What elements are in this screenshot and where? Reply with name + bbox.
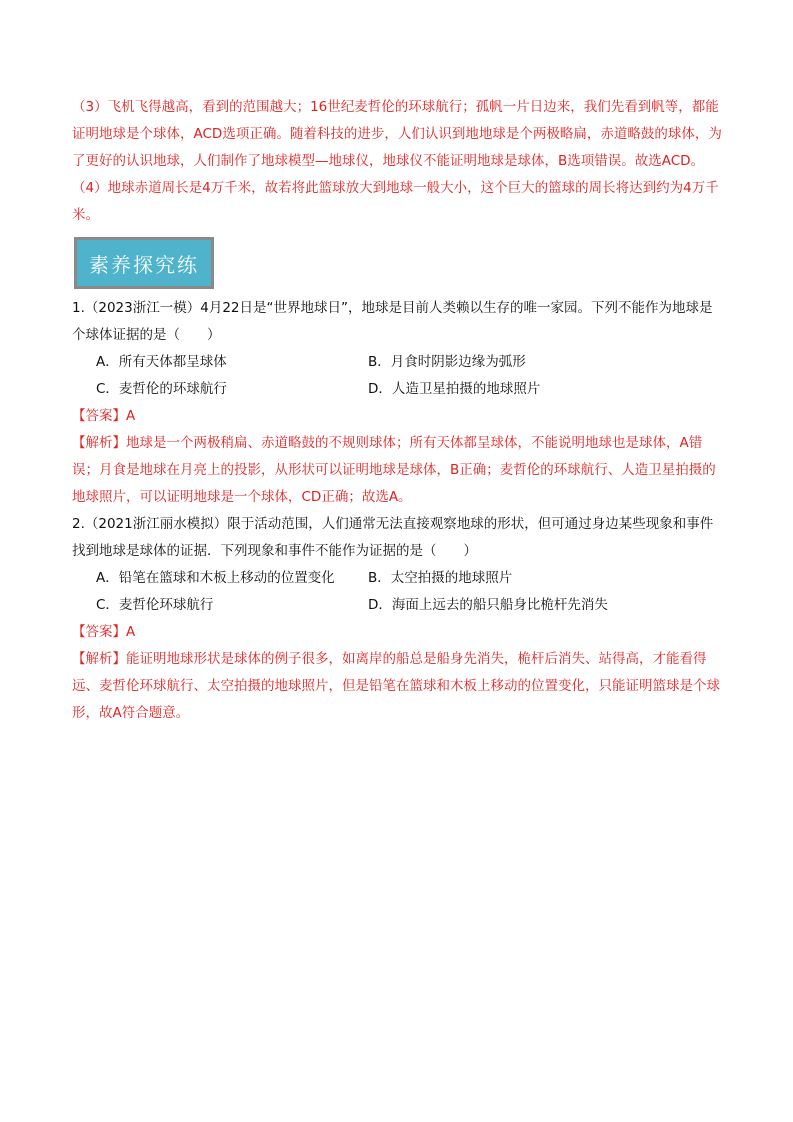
answer-tag: 【答案】 bbox=[72, 624, 126, 640]
question-1-options bbox=[96, 349, 724, 403]
question-1-option-b: B．月食时阴影边缘为弧形 bbox=[368, 354, 526, 370]
question-2-options bbox=[96, 565, 724, 619]
analysis-text: 地球是一个两极稍扁、赤道略鼓的不规则球体；所有天体都呈球体，不能说明地球也是球体，A错误；月食是地球在月亮上的投影，从形状可以证明地球是球体，B正确；麦哲伦的环球航行、人造卫星拍摄的地球照片，可以证明地球是一个球体，CD正确；故选A。 bbox=[72, 435, 716, 505]
question-2-option-d: D．海面上远去的船只船身比桅杆先消失 bbox=[368, 597, 608, 613]
question-1-answer bbox=[72, 403, 724, 430]
question-2-analysis bbox=[72, 646, 724, 727]
question-1-analysis bbox=[72, 430, 724, 511]
question-2-option-a: A．铅笔在篮球和木板上移动的位置变化 bbox=[96, 570, 335, 586]
previous-answer-part-4: （4）地球赤道周长是4万千米，故若将此篮球放大到地球一般大小，这个巨大的篮球的周长将达到约为4万千米。 bbox=[72, 180, 719, 223]
page-content bbox=[72, 94, 724, 727]
question-2-option-b: B．太空拍摄的地球照片 bbox=[368, 570, 513, 586]
previous-answer-part-3: （3）飞机飞得越高，看到的范围越大；16世纪麦哲伦的环球航行；孤帆一片日边来，我们先看到帆等，都能证明地球是个球体，ACD选项正确。随着科技的进步，人们认识到地地球是个两极略扁，赤道略鼓的球体，为了更好的认识地球，人们制作了地球模型—地球仪，地球仪不能证明地球是球体，B选项错误。故选ACD。 bbox=[72, 99, 722, 169]
section-banner bbox=[74, 237, 214, 289]
analysis-tag: 【解析】 bbox=[72, 651, 126, 667]
analysis-text: 能证明地球形状是球体的例子很多，如离岸的船总是船身先消失，桅杆后消失、站得高，才能看得远、麦哲伦环球航行、太空拍摄的地球照片，但是铅笔在篮球和木板上移动的位置变化，只能证明篮球是个球形，故A符合题意。 bbox=[72, 651, 720, 721]
question-1-option-d: D．人造卫星拍摄的地球照片 bbox=[368, 381, 541, 397]
question-1-option-a: A．所有天体都呈球体 bbox=[96, 354, 227, 370]
question-1-stem: 1.（2023浙江一模）4月22日是“世界地球日”，地球是目前人类赖以生存的唯一家园。下列不能作为地球是个球体证据的是（ ） bbox=[72, 300, 713, 343]
question-2-stem: 2.（2021浙江丽水模拟）限于活动范围，人们通常无法直接观察地球的形状，但可通过身边某些现象和事件找到地球是球体的证据．下列现象和事件不能作为证据的是（ ） bbox=[72, 516, 714, 559]
question-1-option-c: C．麦哲伦的环球航行 bbox=[96, 381, 227, 397]
question-2-answer bbox=[72, 619, 724, 646]
analysis-tag: 【解析】 bbox=[72, 435, 126, 451]
answer-value: A bbox=[126, 408, 136, 424]
section-banner-label: 素养探究练 bbox=[89, 252, 199, 277]
answer-value: A bbox=[126, 624, 136, 640]
question-2-option-c: C．麦哲伦环球航行 bbox=[96, 597, 214, 613]
answer-tag: 【答案】 bbox=[72, 408, 126, 424]
